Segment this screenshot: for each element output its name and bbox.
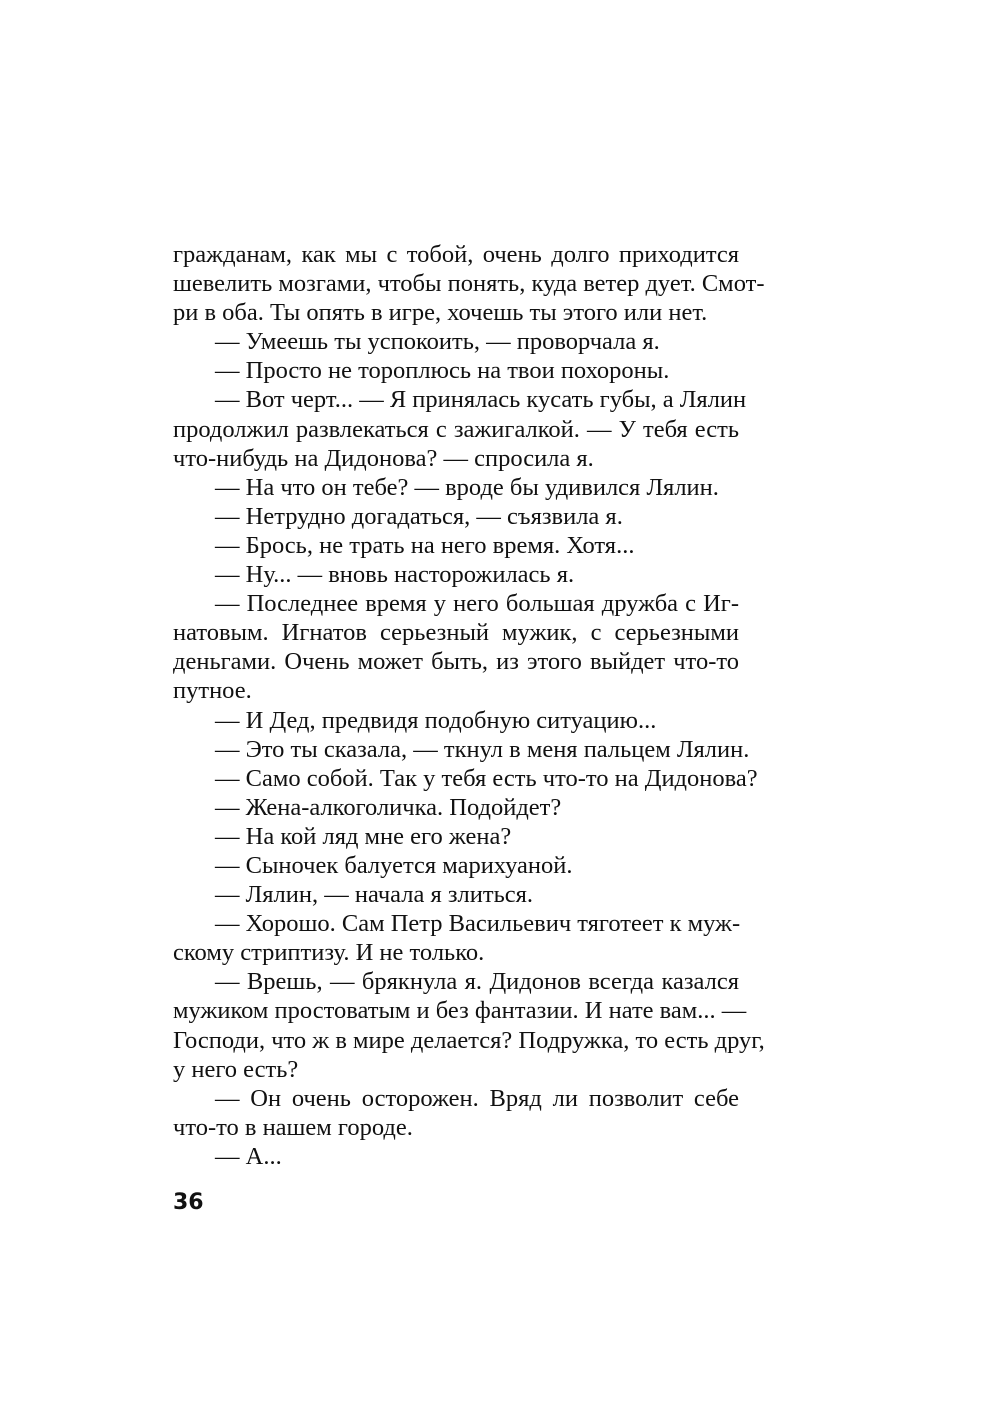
text-line: — А... (215, 1142, 282, 1170)
text-line: — Сыночек балуется марихуаной. (215, 851, 573, 879)
text-line: — Это ты сказала, — ткнул в меня пальцем Лялин. (215, 735, 750, 763)
body-text (173, 240, 765, 1171)
text-line: скому стриптизу. И не только. (173, 939, 485, 967)
text-line: что-то в нашем городе. (173, 1113, 413, 1141)
text-line: — Лялин, — начала я злиться. (215, 881, 534, 909)
text-line: шевелить мозгами, чтобы понять, куда ветер дует. Смот- (173, 270, 765, 298)
text-line: у него есть? (173, 1055, 299, 1083)
text-line: натовым. Игнатов серьезный мужик, с серьезными (173, 619, 739, 647)
page-number: 36 (173, 1190, 204, 1215)
text-line: — И Дед, предвидя подобную ситуацию... (215, 706, 657, 734)
text-line: — На что он тебе? — вроде бы удивился Лялин. (215, 473, 719, 501)
text-line: — Врешь, — брякнула я. Дидонов всегда казался (215, 968, 739, 996)
text-line: гражданам, как мы с тобой, очень долго приходится (173, 241, 739, 268)
text-line: Господи, что ж в мире делается? Подружка, то есть друг, (173, 1026, 765, 1054)
text-line: — Последнее время у него большая дружба с Иг- (215, 590, 739, 618)
text-line: — На кой ляд мне его жена? (215, 822, 512, 850)
text-line: — Вот черт... — Я принялась кусать губы, а Лялин (215, 386, 747, 414)
text-line: мужиком простоватым и без фантазии. И нате вам... — (173, 997, 747, 1025)
text-line: что-нибудь на Дидонова? — спросила я. (173, 444, 594, 472)
text-line: — Брось, не трать на него время. Хотя... (215, 531, 635, 559)
text-line: — Жена-алкоголичка. Подойдет? (215, 793, 562, 821)
text-line: ри в оба. Ты опять в игре, хочешь ты этого или нет. (173, 299, 708, 327)
text-line: — Нетрудно догадаться, — съязвила я. (215, 502, 623, 530)
text-line: деньгами. Очень может быть, из этого выйдет что-то (173, 648, 739, 676)
text-line: продолжил развлекаться с зажигалкой. — У тебя есть (173, 415, 739, 443)
text-line: — Он очень осторожен. Вряд ли позволит себе (215, 1084, 739, 1112)
text-line: — Просто не тороплюсь на твои похороны. (215, 357, 670, 385)
text-line: путное. (173, 677, 252, 705)
text-line: — Хорошо. Сам Петр Васильевич тяготеет к муж- (215, 910, 741, 938)
text-line: — Само собой. Так у тебя есть что-то на Дидонова? (215, 764, 758, 792)
text-line: — Умеешь ты успокоить, — проворчала я. (215, 328, 660, 356)
text-line: — Ну... — вновь насторожилась я. (215, 561, 575, 589)
